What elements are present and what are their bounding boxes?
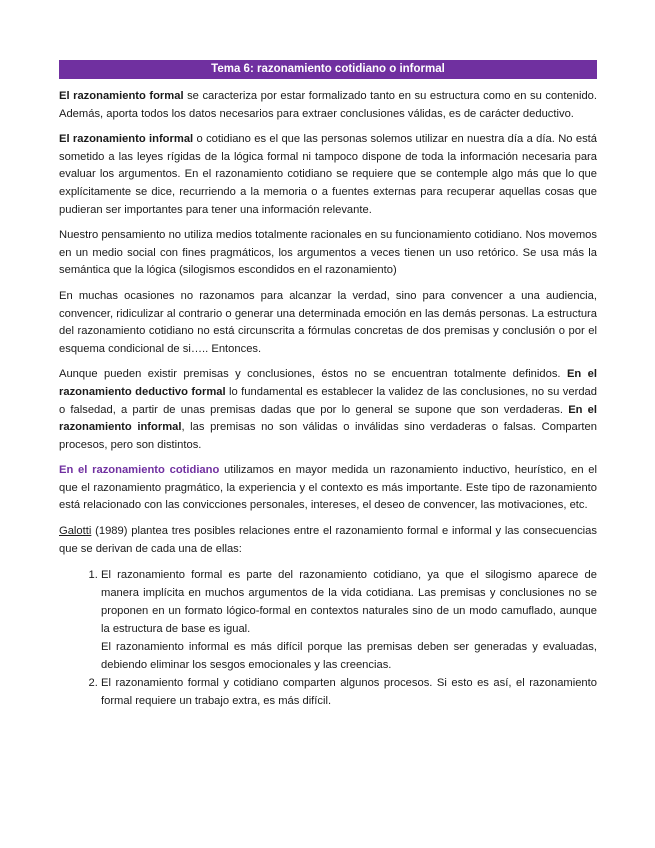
document-page <box>59 60 597 710</box>
section-title: Tema 6: razonamiento cotidiano o informal <box>211 63 445 75</box>
paragraph-galotti <box>59 523 597 558</box>
relations-list <box>59 566 597 710</box>
paragraph-text: (1989) plantea tres posibles relaciones entre el razonamiento formal e informal y las consecuencias que se derivan de cada una de ellas: <box>59 525 597 555</box>
term-informal: En el razonamiento informal <box>59 403 597 434</box>
highlight-everyday-reasoning: En el razonamiento cotidiano <box>59 464 220 477</box>
term-formal-reasoning: El razonamiento formal <box>59 90 184 102</box>
paragraph-everyday-reasoning <box>59 462 597 515</box>
paragraph-informal-reasoning <box>59 131 597 219</box>
paragraph-formal-reasoning <box>59 88 597 123</box>
author-reference: Galotti <box>59 525 92 538</box>
paragraph-text: Aunque pueden existir premisas y conclusiones, éstos no se encuentran totalmente definidos. <box>59 368 567 381</box>
list-item <box>101 566 597 674</box>
paragraph-text: , las premisas no son válidas o inválidas sino verdaderas o falsas. Comparten procesos, pero son distintos. <box>59 421 597 451</box>
paragraph-everyday-thinking: Nuestro pensamiento no utiliza medios totalmente racionales en su funcionamiento cotidiano. Nos movemos en un medio social con fines pragmáticos, los argumentos a veces tienen un uso retórico. Se usa más la semántica que la lógica (silogismos escondidos en el razonamiento) <box>59 229 597 277</box>
list-item-text: El razonamiento formal y cotidiano comparten algunos procesos. Si esto es así, el razonamiento formal requiere un trabajo extra, es más difícil. <box>101 677 597 708</box>
term-informal-reasoning: El razonamiento informal <box>59 133 194 146</box>
list-item-text: El razonamiento formal es parte del razonamiento cotidiano, ya que el silogismo aparece de manera implícita en muchos argumentos de la vida cotidiana. Las premisas y conclusiones no se proponen en un formato lógico-formal en contextos naturales sino de un modo camuflado, aunque la estructura de base es igual. <box>101 569 597 636</box>
term-deductive-formal: En el razonamiento deductivo formal <box>59 368 598 398</box>
list-item <box>101 674 597 710</box>
paragraph-premises-conclusions <box>59 366 597 454</box>
paragraph-text: se caracteriza por estar formalizado tanto en su estructura como en su contenido. Además, aporta todos los datos necesarios para extraer conclusiones válidas, es de carácter deductivo. <box>59 90 597 120</box>
paragraph-text: o cotidiano es el que las personas solemos utilizar en nuestra día a día. No está sometido a las leyes rígidas de la lógica formal ni tampoco dispone de toda la información necesaria para evaluar los argumentos. En el razonamiento cotidiano se requiere que se contemple algo más que lo que explícitamente se dice, recurriendo a la memoria o a fuentes externas para recuperar aquellas cosas que pudieran ser importantes para tener una información relevante. <box>59 133 597 216</box>
section-title-bar <box>59 60 597 79</box>
paragraph-persuasion: En muchas ocasiones no razonamos para alcanzar la verdad, sino para convencer a una audiencia, convencer, ridiculizar al contrario o generar una determinada emoción en las demás personas. La estructura del razonamiento cotidiano no está circunscrita a fórmulas concretas de dos premisas y conclusión o por el esquema condicional de si….. Entonces. <box>59 289 597 355</box>
paragraph-text: utilizamos en mayor medida un razonamiento inductivo, heurístico, en el que el razonamiento pragmático, la experiencia y el contexto es más importante. Este tipo de razonamiento está relacionado con las convicciones personales, intereses, el deseo de convencer, las motivaciones, etc. <box>59 464 598 512</box>
paragraph-text: lo fundamental es establecer la validez de las conclusiones, no su verdad o falsedad, a partir de unas premisas dadas que por lo general se supone que son verdaderas. <box>59 385 597 416</box>
list-item-extra: El razonamiento informal es más difícil porque las premisas deben ser generadas y evaluadas, debiendo eliminar los sesgos emocionales y las creencias. <box>101 641 597 672</box>
